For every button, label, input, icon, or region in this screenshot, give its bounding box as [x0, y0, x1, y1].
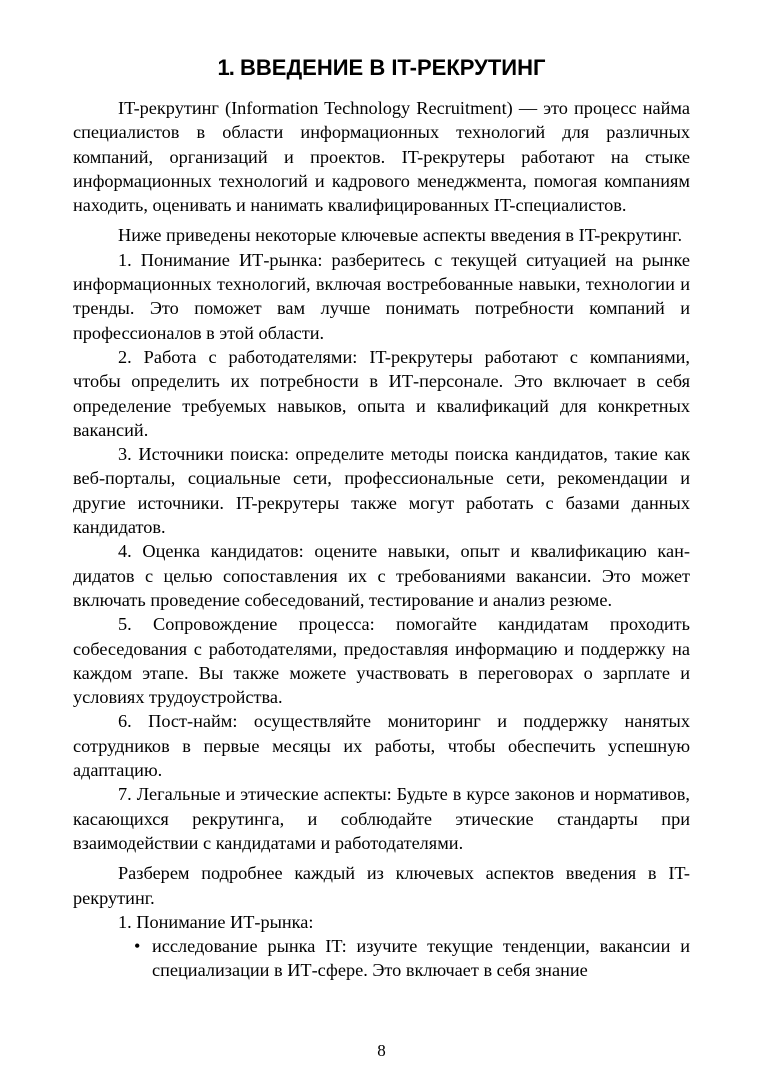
intro-paragraph: IT-рекрутинг (Information Technology Recruitment) — это процесс найма специалистов в области информационных технологий для различных компаний, организаций и проектов. IT-рекрутеры работают на стыке информационных технологий и кадрового менеджмента, помогая компаниям находить, оценивать и нанимать квалифицированных IT-специалистов.: [73, 98, 690, 216]
chapter-heading: [73, 52, 690, 84]
chapter-title: ВВЕДЕНИЕ В IT-РЕКРУТИНГ: [240, 55, 546, 80]
aspect-item-4: 4. Оценка кандидатов: оцените навыки, опыт и квалификацию кандидатов с целью сопоставления их с требованиями вакансии. Это может включать проведение собеседований, тестирование и анализ резюме.: [73, 541, 690, 610]
aspects-intro-paragraph: Ниже приведены некоторые ключевые аспекты введения в IT-рекрутинг.: [118, 225, 683, 246]
subsection-label: 1. Понимание ИТ-рынка:: [118, 911, 314, 932]
aspect-item-2: 2. Работа с работодателями: IT-рекрутеры работают с компаниями, чтобы определить их потребности в ИТ-персонале. Это включает в себя определение требуемых навыков, опыта и квалификаций для конкретных вакансий.: [73, 346, 690, 440]
aspect-item-1: 1. Понимание ИТ-рынка: разберитесь с текущей ситуацией на рынке информационных технологий, включая востребованные навыки, технологии и тренды. Это поможет вам лучше понимать потребности компаний и профессионалов в этой области.: [73, 249, 690, 343]
aspect-item-3: 3. Источники поиска: определите методы поиска кандидатов, такие как веб-порталы, социальные сети, профессиональные сети, рекомендации и другие источники. IT-рекрутеры также могут работать с базами данных кандидатов.: [73, 444, 690, 538]
page-number: 8: [377, 1041, 386, 1060]
aspect-item-5: 5. Сопровождение процесса: помогайте кандидатам проходить собеседования с работодателями, предоставляя информацию и поддержку на каждом этапе. Вы также можете участвовать в переговорах о зарплате и условиях трудоустройства.: [73, 614, 690, 708]
aspect-item-7: 7. Легальные и этические аспекты: Будьте в курсе законов и нормативов, касающихся рекрутинга, и соблюдайте этические стандарты при взаимодействии с кандидатами и работодателями.: [73, 784, 690, 853]
aspect-item-6: 6. Пост-найм: осуществляйте мониторинг и поддержку нанятых сотрудников в первые месяцы их работы, чтобы обеспечить успешную адаптацию.: [73, 711, 690, 781]
bullet-item: [73, 934, 690, 983]
bullet-symbol: •: [134, 936, 141, 957]
bullet-text: исследование рынка IT: изучите текущие тенденции, вакансии и специализации в ИТ-сфере. Это включает в себя знание: [152, 936, 690, 981]
details-intro-paragraph: Разберем подробнее каждый из ключевых аспектов введения в IT-рекрутинг.: [73, 863, 690, 908]
chapter-number: 1.: [217, 55, 234, 80]
document-page: [73, 52, 690, 983]
